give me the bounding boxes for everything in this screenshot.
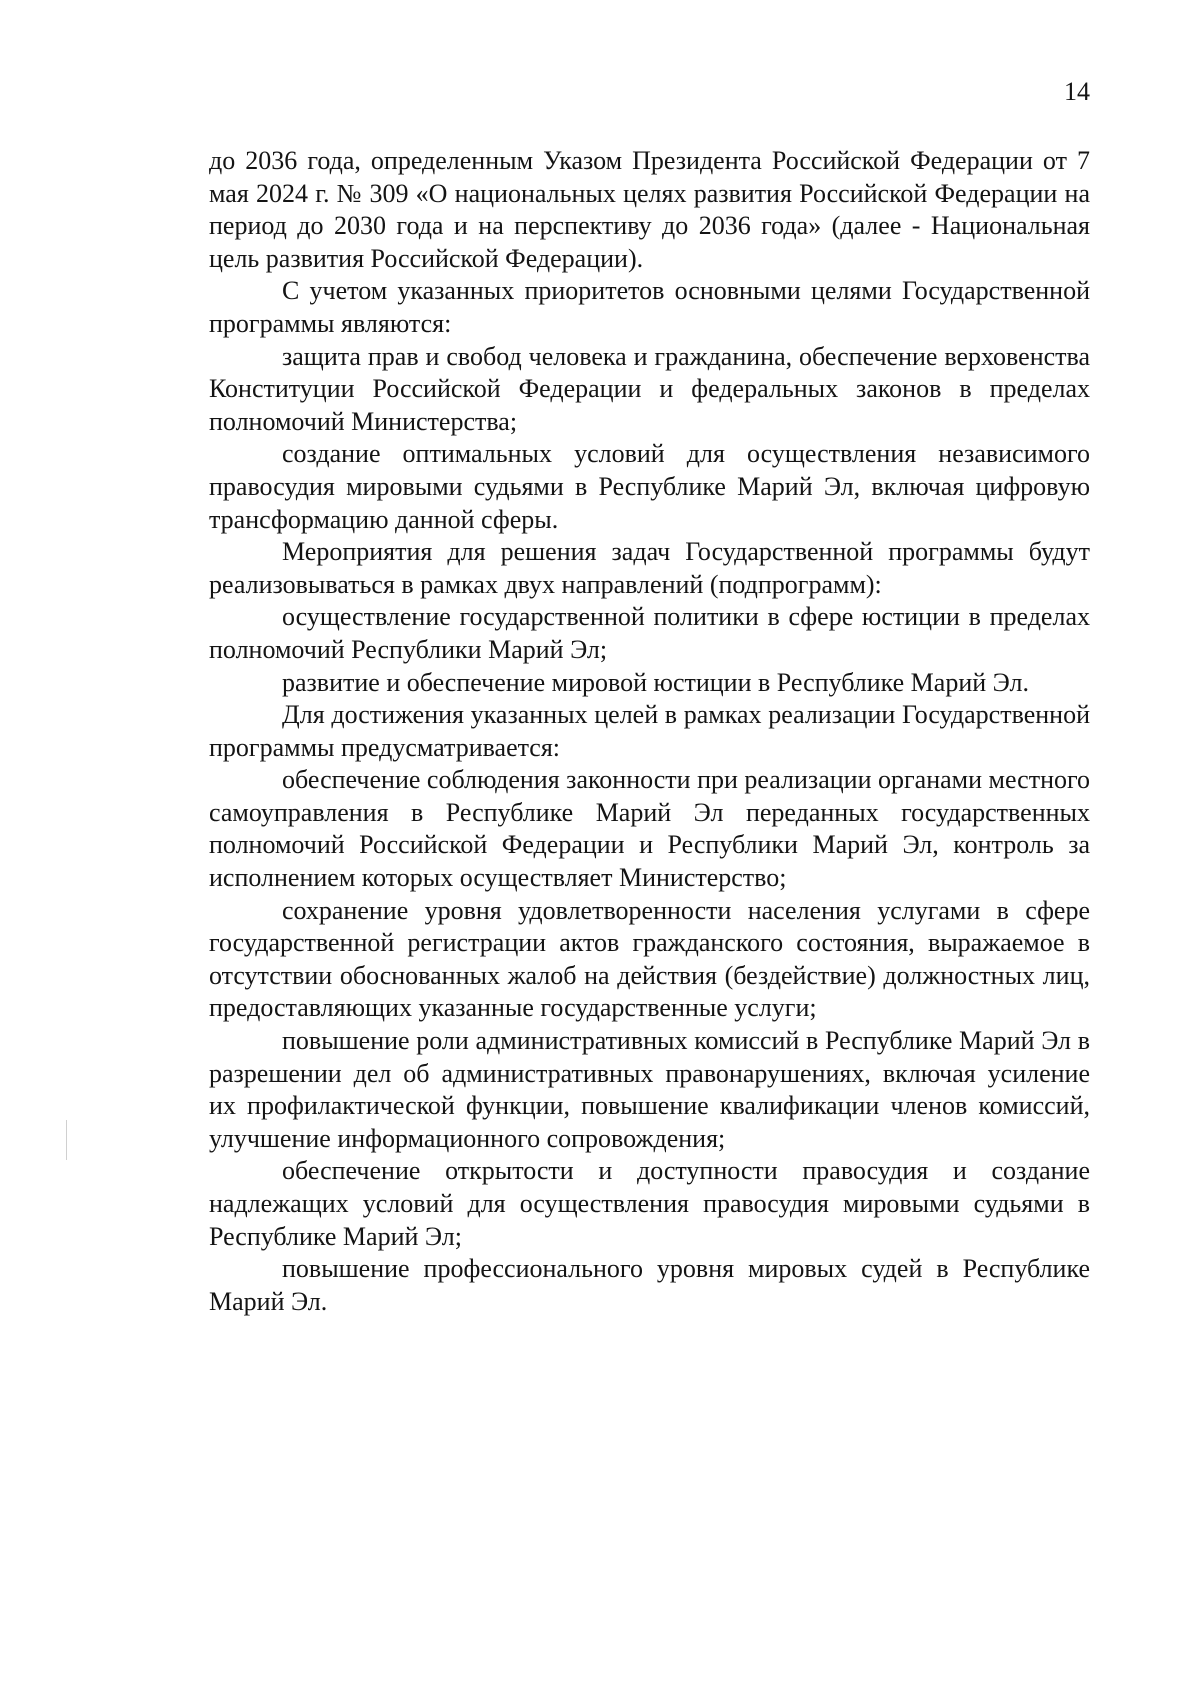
page-number: 14 bbox=[1064, 77, 1090, 106]
paragraph: развитие и обеспечение мировой юстиции в Республике Марий Эл. bbox=[282, 667, 1029, 697]
paragraph: осуществление государственной политики в сфере юстиции в пределах полномочий Республики Марий Эл; bbox=[209, 602, 1090, 664]
paragraph: защита прав и свобод человека и гражданина, обеспечение верховенства Конституции Российской Федерации и федеральных законов в пределах полномочий Министерства; bbox=[209, 341, 1090, 436]
paragraph: до 2036 года, определенным Указом Президента Российской Федерации от 7 мая 2024 г. № 309 «О национальных целях развития Российской Федерации на период до 2030 года и на перспективу до 2036 года» (далее - Национальная цель развития Российской Федерации). bbox=[209, 146, 1090, 273]
paragraph: обеспечение соблюдения законности при реализации органами местного самоуправления в Республике Марий Эл переданных государственных полномочий Российской Федерации и Республики Марий Эл, контроль за исполнением которых осуществляет Министерство; bbox=[209, 765, 1090, 893]
paragraph: С учетом указанных приоритетов основными целями Государственной программы являются: bbox=[209, 276, 1090, 338]
paragraph: повышение профессионального уровня мировых судей в Республике Марий Эл. bbox=[209, 1254, 1090, 1316]
paragraph: сохранение уровня удовлетворенности населения услугами в сфере государственной регистрации актов гражданского состояния, выражаемое в отсутствии обоснованных жалоб на действия (бездействие) должностных лиц, предоставляющих указанные государственные услуги; bbox=[209, 895, 1090, 1023]
scan-artifact-line bbox=[66, 1120, 67, 1160]
paragraph: повышение роли административных комиссий в Республике Марий Эл в разрешении дел об административных правонарушениях, включая усиление их профилактической функции, повышение квалификации членов комиссий, улучшение информационного сопровождения; bbox=[209, 1026, 1090, 1153]
paragraph: Мероприятия для решения задач Государственной программы будут реализовываться в рамках двух направлений (подпрограмм): bbox=[209, 537, 1090, 599]
paragraph: создание оптимальных условий для осуществления независимого правосудия мировыми судьями в Республике Марий Эл, включая цифровую трансформацию данной сферы. bbox=[209, 439, 1090, 534]
paragraph: Для достижения указанных целей в рамках реализации Государственной программы предусматривается: bbox=[209, 700, 1090, 762]
document-body bbox=[209, 145, 1090, 1318]
paragraph: обеспечение открытости и доступности правосудия и создание надлежащих условий для осуществления правосудия мировыми судьями в Республике Марий Эл; bbox=[209, 1156, 1090, 1251]
